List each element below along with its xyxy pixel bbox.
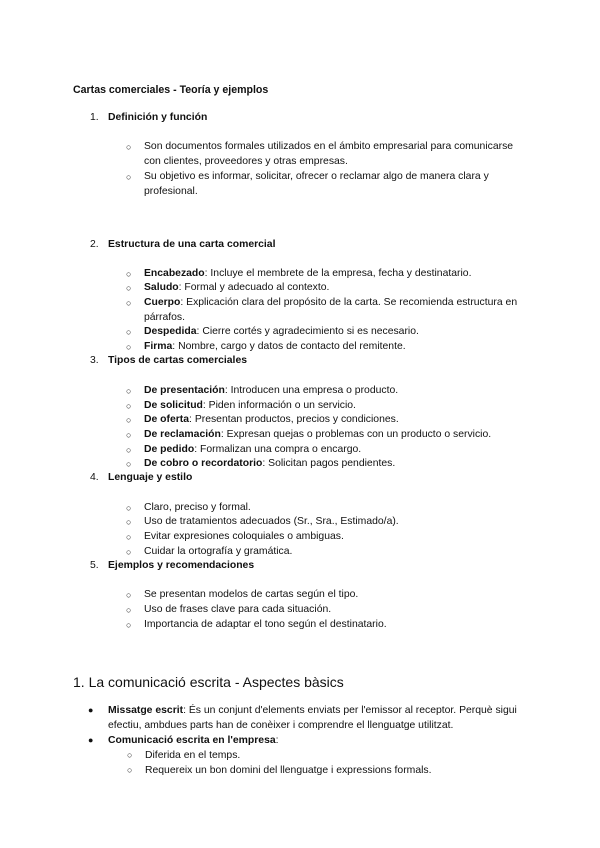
hollow-bullet-icon: ○ — [126, 620, 132, 630]
document-title: Cartas comerciales - Teoría y ejemplos — [73, 84, 269, 96]
hollow-bullet-icon: ○ — [126, 327, 132, 337]
hollow-bullet-icon: ○ — [126, 532, 132, 542]
hollow-bullet-icon: ○ — [126, 298, 132, 308]
catalan-heading: 1. La comunicació escrita - Aspectes bàsics — [73, 674, 344, 690]
hollow-bullet-icon: ○ — [127, 750, 133, 760]
hollow-bullet-icon: ○ — [126, 415, 132, 425]
section-heading-2: 2. Estructura de una carta comercial — [90, 239, 276, 250]
section-heading-3: 3. Tipos de cartas comerciales — [90, 355, 247, 366]
hollow-bullet-icon: ○ — [126, 342, 132, 352]
section-heading-4: 4. Lenguaje y estilo — [90, 472, 193, 483]
hollow-bullet-icon: ○ — [126, 386, 132, 396]
hollow-bullet-icon: ○ — [126, 590, 132, 600]
hollow-bullet-icon: ○ — [126, 605, 132, 615]
hollow-bullet-icon: ○ — [126, 269, 132, 279]
hollow-bullet-icon: ○ — [126, 283, 132, 293]
hollow-bullet-icon: ○ — [126, 517, 132, 527]
section-heading-1: 1. Definición y función — [90, 112, 208, 123]
hollow-bullet-icon: ○ — [126, 172, 132, 182]
hollow-bullet-icon: ○ — [126, 503, 132, 513]
hollow-bullet-icon: ○ — [126, 430, 132, 440]
section-heading-5: 5. Ejemplos y recomendaciones — [90, 560, 255, 571]
hollow-bullet-icon: ○ — [126, 445, 132, 455]
document-page: Cartas comerciales - Teoría y ejemplos 1. Definición y función ○ Son documentos formales utilizados en el ámbito empresarial para comunicarse con clientes, proveedores y otras empresas. ○ Su objetivo es informar, solicitar, ofrecer o reclamar algo de manera clara y profesional. 2. Estructura de una carta comercial ○ Encabezado: Incluye el membrete de la empresa, fecha y destinatario. ○ Saludo: Formal y adecuado al contexto. ○ Cuerpo: Explicación clara del propósito de la carta. Se recomienda estructura en párrafos. ○ Despedida: Cierre cortés y agradecimiento si es necesario. ○ Firma: Nombre, cargo y datos de contacto del remitente. 3. Tipos de cartas comerciales ○ De presentación: Introducen una empresa o producto. ○ De solicitud: Piden información o un servicio. ○ De oferta: Presentan productos, precios y condiciones. ○ De reclamación: Expresan quejas o problemas con un producto o servicio. ○ De pedido: Formalizan una compra o encargo. ○ De cobro o recordatorio: Solicitan pagos pendientes. 4. Lenguaje y estilo ○ Claro, preciso y formal. ○ Uso de tratamientos adecuados (Sr., Sra., Estimado/a). ○ Evitar expresiones coloquiales o ambiguas. ○ Cuidar la ortografía y gramática. 5. Ejemplos y recomendaciones ○ Se presentan modelos de cartas según el tipo. ○ Uso de frases clave para cada situación. ○ Importancia de adaptar el tono según el destinatario. 1. La comunicació escrita - Aspectes bàsics ● Missatge escrit: És un conjunt d'elements enviats per l'emissor al receptor. Perquè sigui efectiu, ambdues parts han de conèixer i comprendre el llenguatge utilitzat. ● Comunicació escrita en l'empresa: ○ Diferida en el temps. ○ Requereix un bon domini del llenguatge i expressions formals. — [73, 84, 518, 776]
filled-bullet-icon: ● — [88, 705, 94, 715]
hollow-bullet-icon: ○ — [126, 459, 132, 469]
hollow-bullet-icon: ○ — [126, 547, 132, 557]
hollow-bullet-icon: ○ — [126, 142, 132, 152]
hollow-bullet-icon: ○ — [127, 765, 133, 775]
hollow-bullet-icon: ○ — [126, 401, 132, 411]
filled-bullet-icon: ● — [88, 735, 94, 745]
